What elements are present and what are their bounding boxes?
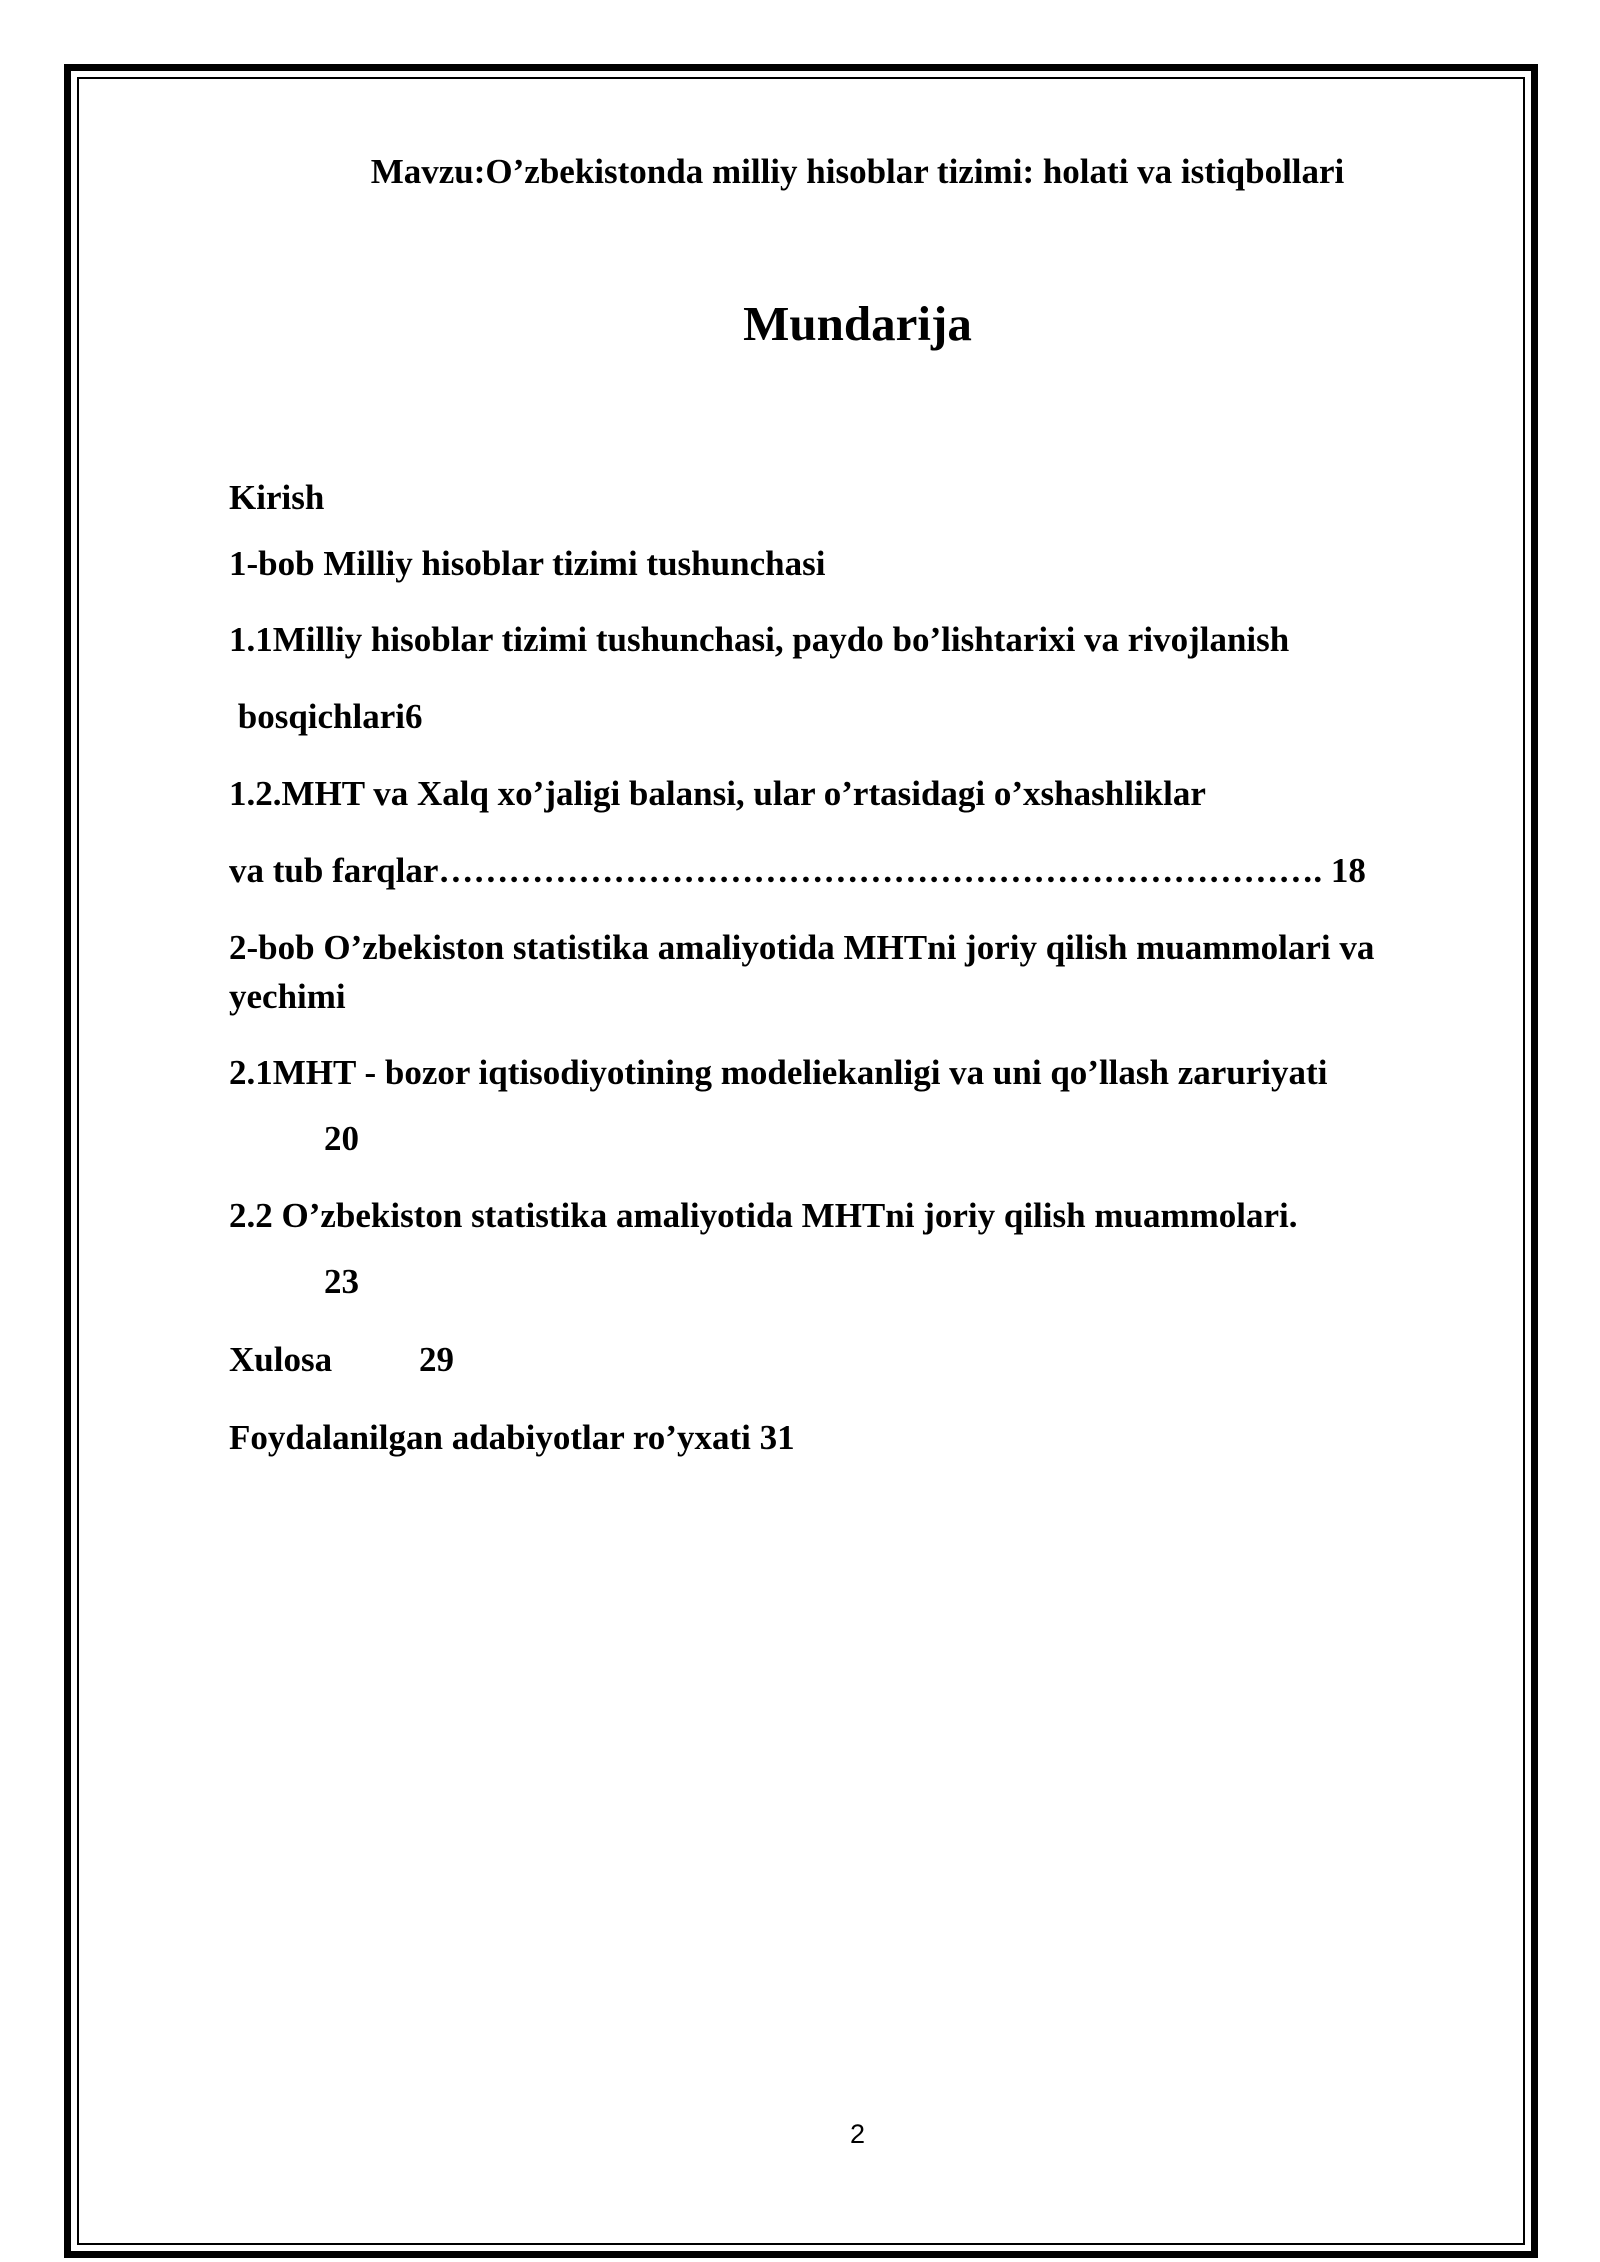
page-border-inner <box>77 77 1525 2245</box>
toc-entry-chapter-2-cont: yechimi <box>229 977 346 1016</box>
toc-entry-section-1-1: 1.1Milliy hisoblar tizimi tushunchasi, paydo bo’lishtarixi va rivojlanish <box>229 620 1290 659</box>
toc-heading: Mundarija <box>743 296 972 351</box>
toc-entry-section-2-2-page: 23 <box>324 1262 359 1301</box>
toc-entry-section-2-2: 2.2 O’zbekiston statistika amaliyotida MHTni joriy qilish muammolari. <box>229 1196 1298 1235</box>
toc-entry-section-1-1-cont: bosqichlari6 <box>229 697 423 736</box>
toc-entry-references: Foydalanilgan adabiyotlar ro’yxati 31 <box>229 1418 795 1457</box>
toc-entry-xulosa-page: 29 <box>419 1340 454 1379</box>
toc-entry-section-1-2: 1.2.MHT va Xalq xo’jaligi balansi, ular o’rtasidagi o’xshashliklar <box>229 774 1206 813</box>
toc-entry-section-2-1-page: 20 <box>324 1119 359 1158</box>
toc-entry-kirish: Kirish <box>229 478 325 517</box>
toc-entry-xulosa: Xulosa <box>229 1340 333 1379</box>
toc-entry-chapter-2: 2-bob O’zbekiston statistika amaliyotida MHTni joriy qilish muammolari va <box>229 928 1375 967</box>
page-number: 2 <box>849 2119 866 2149</box>
toc-entry-section-1-2-cont: va tub farqlar…………………………………………………………………. 18 <box>229 851 1366 890</box>
document-topic: Mavzu:O’zbekistonda milliy hisoblar tizimi: holati va istiqbollari <box>370 152 1345 191</box>
toc-entry-section-2-1: 2.1MHT - bozor iqtisodiyotining modeliekanligi va uni qo’llash zaruriyati <box>229 1053 1328 1092</box>
toc-entry-chapter-1: 1-bob Milliy hisoblar tizimi tushunchasi <box>229 544 826 583</box>
